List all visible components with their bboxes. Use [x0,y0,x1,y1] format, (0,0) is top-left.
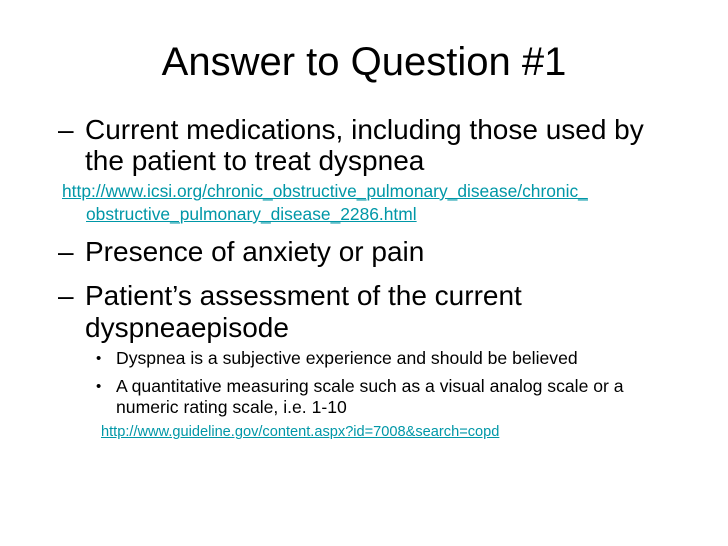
dash-bullet: – [58,280,74,311]
dash-bullet: – [58,114,74,145]
bullet-text: Patient’s assessment of the current [85,280,522,311]
guideline-link[interactable]: http://www.guideline.gov/content.aspx?id=7008&search=copd [101,424,500,440]
icsi-link-line2[interactable]: obstructive_pulmonary_disease_2286.html [86,204,417,224]
bullet-text-continuation: dyspneaepisode [85,312,289,343]
sub-bullet-text-continuation: numeric rating scale, i.e. 1-10 [116,397,347,417]
dot-bullet: • [96,378,102,395]
sub-bullet-text: A quantitative measuring scale such as a visual analog scale or a [116,376,624,396]
dash-bullet: – [58,236,74,267]
bullet-text-continuation: the patient to treat dyspnea [85,145,425,176]
sub-bullet-text: Dyspnea is a subjective experience and should be believed [116,348,578,368]
icsi-link-line1[interactable]: http://www.icsi.org/chronic_obstructive_pulmonary_disease/chronic_ [62,181,588,201]
dot-bullet: • [96,350,102,367]
bullet-text: Current medications, including those used by [85,114,644,145]
slide-title: Answer to Question #1 [161,40,567,84]
bullet-text: Presence of anxiety or pain [85,236,425,267]
